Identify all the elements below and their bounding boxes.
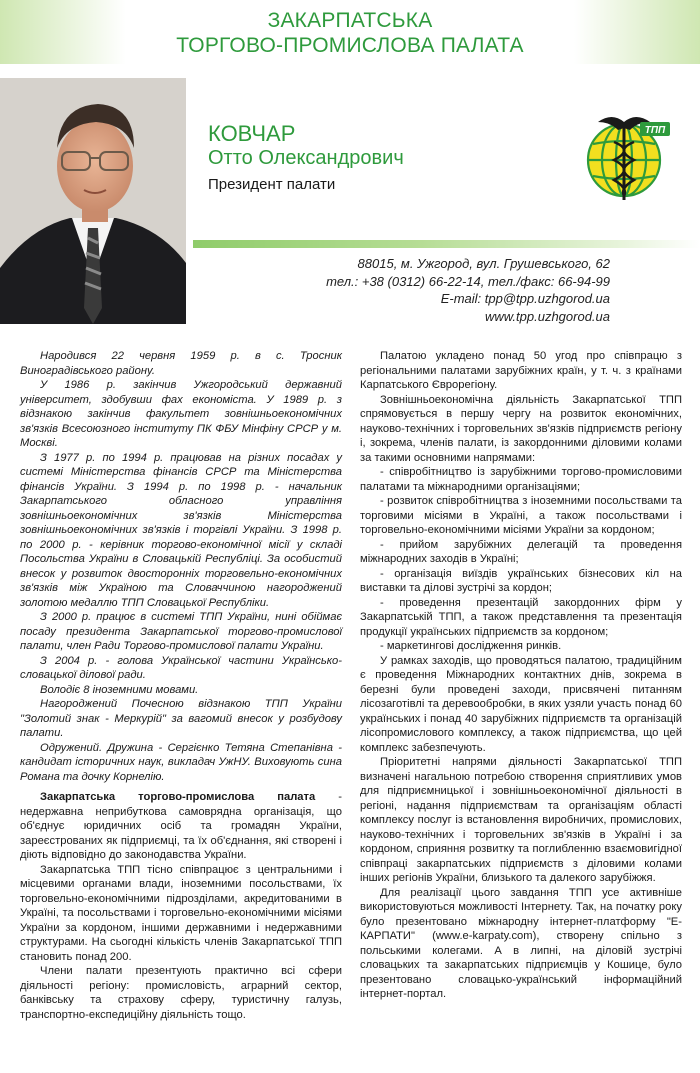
portrait-photo — [0, 78, 186, 324]
direction-item: - організація виїздів українських бізнесових кіл на виставки та ділові зустрічі за кордон; — [360, 567, 682, 594]
contact-web: www.tpp.uzhgorod.ua — [484, 308, 610, 324]
contact-address: 88015, м. Ужгород, вул. Грушевського, 62 — [357, 256, 610, 271]
right-paragraph: У рамках заходів, що проводяться палатою, традиційним є проведення Міжнародних контактних днів, зокрема в березні були проведені заходи, присвячені питанням лісозаготівлі та деревообробки, в яких узяли участь понад 60 українських і понад 40 зарубіжних підприємств та організацій лісопромислового комплексу, а також підприємства, що цей комплекс забезпечують. — [360, 654, 682, 754]
chamber-title — [0, 8, 700, 58]
right-column — [360, 349, 682, 1002]
person-given-names: Отто Олександрович — [208, 147, 404, 169]
logo-text: ТПП — [644, 125, 666, 136]
bio-paragraph: Нагороджений Почесною відзнакою ТПП України "Золотий знак - Меркурій" за вагомий внесок у розбудову палати. — [20, 698, 342, 739]
person-name-block — [208, 122, 404, 196]
bio-paragraph: З 2000 р. працює в системі ТПП України, нині обіймає посаду президента Закарпатської торгово-промислової палати, член Ради Торгово-промислової палати України. — [20, 611, 342, 652]
bio-paragraph: Володіє 8 іноземними мовами. — [40, 683, 199, 696]
org-name-lead: Закарпатська торгово-промислова палата — [40, 791, 316, 803]
bio-paragraph: Народився 22 червня 1959 р. в с. Тросник Виноградівського району. — [20, 350, 342, 377]
org-intro-text: - недержавна неприбуткова самоврядна організація, що об'єднує юридичних осіб та громадян України, зареєстрованих як підприємці, та їх об'єднання, які створені і діють відповідно до законодавства України. — [20, 791, 342, 861]
direction-item: - співробітництво із зарубіжними торгово-промисловими палатами та міжнародними організаціями; — [360, 466, 682, 493]
direction-item: - прийом зарубіжних делегацій та проведення міжнародних заходів в Україні; — [360, 538, 682, 565]
bio-paragraph: З 2004 р. - голова Української частини Українсько-словацької ділової ради. — [20, 654, 342, 681]
direction-item: - маркетингові дослідження ринків. — [380, 640, 562, 652]
chamber-logo-icon — [578, 108, 674, 204]
bio-paragraph: У 1986 р. закінчив Ужгородський державний університет, здобувши фах економіста. У 1989 р. з відзнакою закінчив факультет зовнішньоекономічних зв'язків Всесоюзного інституту ПК ФБУ Мінфіну СРСР у м. Москві. — [20, 379, 342, 449]
left-column — [20, 349, 342, 1022]
right-paragraph: Зовнішньоекономічна діяльність Закарпатської ТПП спрямовується в першу чергу на розвиток економічних, науково-технічних і торговельних зв'язків підприємств регіону і, зокрема, членів палати, із закордонними діловими колами за такими основними напрямами: — [360, 393, 682, 464]
org-paragraph: Закарпатська ТПП тісно співпрацює з центральними і місцевими органами влади, іноземними посольствами, їх торговельно-економічними підрозділами, акредитованими в Україні, та посольствами і торговельно-економічними місіями України за кордоном, іншими державними і недержавними структурами. На сьогодні кількість членів Закарпатської ТПП становить понад 200. — [20, 863, 342, 963]
person-position: Президент палати — [208, 176, 336, 193]
person-surname: КОВЧАР — [208, 121, 296, 146]
bio-paragraph: Одружений. Дружина - Сергієнко Тетяна Степанівна - кандидат історичних наук, викладач УжНУ. Виховують сина Романа та дочку Корнелію. — [20, 741, 342, 783]
direction-item: - проведення презентацій закордонних фірм у Закарпатській ТПП, а також представлення та презентація продукції українських підприємств за кордоном; — [360, 596, 682, 638]
org-paragraph: Члени палати презентують практично всі сфери діяльності регіону: промисловість, аграрний сектор, банківську та страхову сферу, туристичну галузь, транспортно-експедиційну діяльність тощо. — [20, 965, 342, 1021]
green-divider — [193, 240, 700, 248]
right-paragraph: Палатою укладено понад 50 угод про співпрацю з регіональними палатами зарубіжних країн, у т. ч. з країнами Карпатського Єврорегіону. — [360, 350, 682, 391]
org-intro-paragraph — [20, 790, 342, 863]
chamber-title-line2: ТОРГОВО-ПРОМИСЛОВА ПАЛАТА — [176, 34, 524, 57]
direction-item: - розвиток співробітництва з іноземними посольствами та торговими місіями в Україні, а також посольствами і торговельно-економічними місіями України за кордоном; — [360, 495, 682, 536]
contact-phone: тел.: +38 (0312) 66-22-14, тел./факс: 66-94-99 — [326, 273, 610, 289]
contact-email: E-mail: tpp@tpp.uzhgorod.ua — [440, 291, 610, 306]
chamber-title-line1: ЗАКАРПАТСЬКА — [267, 9, 433, 32]
bio-paragraph: З 1977 р. по 1994 р. працював на різних посадах у системі Міністерства фінансів СРСР та Міністерства фінансів України. З 1994 р. по 1998 р. - начальник Закарпатського обласного управління зовнішньоекономічних зв'язків Міністерства зовнішньоекономічних зв'язків і торгівлі України. З 1998 р. по 2000 р. - керівник торгово-економічної місії у складі Посольства України в Словацькій Республіці. За особистий внесок у розвиток двосторонніх торговельно-економічних зв'язків між Україною та Словаччиною нагороджений золотою медаллю ТПП Словацької Республіки. — [20, 451, 342, 609]
right-paragraph: Пріоритетні напрями діяльності Закарпатської ТПП визначені нагальною потребою створення сприятливих умов для підприємницької і зовнішньоекономічної діяльності в регіоні, надання підприємствам та організаціям області комплексу послуг із встановлення виробничих, промислових, науково-технічних і торговельних зв'язків в Україні і за кордоном, сприяння розвитку та поглибленню взаємовигідної співпраці закарпатських підприємств з діловими колами інших регіонів України, близького та далекого зарубіжжя. — [360, 756, 682, 884]
biography — [20, 349, 342, 784]
contact-info — [270, 255, 610, 325]
right-paragraph: Для реалізації цього завдання ТПП усе активніше використовуються можливості Інтернету. Так, на початку року було презентовано міжнародну інтернет-платформу "Е-КАРПАТИ" (www.e-karpaty.com), створену спільно з польськими колегами. А в липні, на діловій зустрічі словацьких та закарпатських підприємців у Кошице, було презентовано словацько-український інформаційний інтернет-портал. — [360, 886, 682, 1000]
